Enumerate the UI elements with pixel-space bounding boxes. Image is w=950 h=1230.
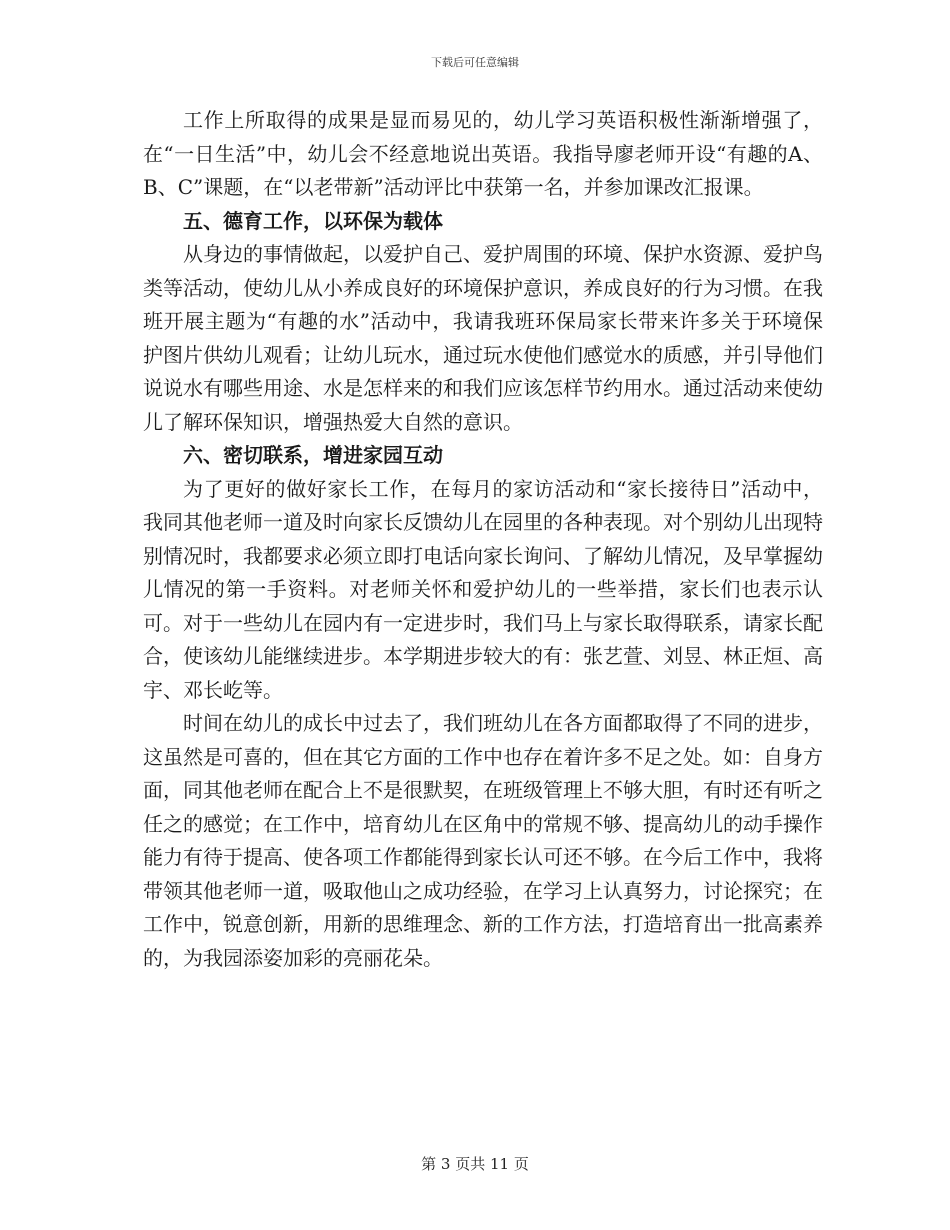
section-heading-home-school: 六、密切联系，增进家园互动 bbox=[183, 443, 443, 467]
header-note: 下载后可任意编辑 bbox=[431, 56, 519, 69]
paragraph-parents: 为了更好的做好家长工作，在每月的家访活动和“家长接待日”活动中，我同其他老师一道及时向家长反馈幼儿在园里的各种表现。对个别幼儿出现特别情况时，我都要求必须立即打电话向家长询问、了解幼儿情况，及早掌握幼儿情况的第一手资料。对老师关怀和爱护幼儿的一些举措，家长们也表示认可。对于一些幼儿在园内有一定进步时，我们马上与家长取得联系，请家长配合，使该幼儿能继续进步。本学期进步较大的有：张艺萱、刘昱、林正烜、高宇、邓长屹等。 bbox=[143, 476, 823, 702]
document-body bbox=[143, 104, 823, 975]
paragraph-achievements: 工作上所取得的成果是显而易见的，幼儿学习英语积极性渐渐增强了，在“一日生活”中，幼儿会不经意地说出英语。我指导廖老师开设“有趣的A、B、C”课题，在“以老带新”活动评比中获第一名，并参加课改汇报课。 bbox=[143, 108, 823, 199]
page-number: 第 3 页共 11 页 bbox=[421, 1155, 529, 1173]
section-heading-moral-education: 五、德育工作，以环保为载体 bbox=[183, 208, 443, 233]
paragraph-summary: 时间在幼儿的成长中过去了，我们班幼儿在各方面都取得了不同的进步，这虽然是可喜的，但在其它方面的工作中也存在着许多不足之处。如：自身方面，同其他老师在配合上不是很默契，在班级管理上不够大胆，有时还有听之任之的感觉；在工作中，培育幼儿在区角中的常规不够、提高幼儿的动手操作能力有待于提高、使各项工作都能得到家长认可还不够。在今后工作中，我将带领其他老师一道，吸取他山之成功经验，在学习上认真努力，讨论探究；在工作中，锐意创新，用新的思维理念、新的工作方法，打造培育出一批高素养的，为我园添姿加彩的亮丽花朵。 bbox=[143, 711, 823, 970]
paragraph-environment: 从身边的事情做起，以爱护自己、爱护周围的环境、保护水资源、爱护鸟类等活动，使幼儿从小养成良好的环境保护意识，养成良好的行为习惯。在我班开展主题为“有趣的水”活动中，我请我班环保局家长带来许多关于环境保护图片供幼儿观看；让幼儿玩水，通过玩水使他们感觉水的质感，并引导他们说说水有哪些用途、水是怎样来的和我们应该怎样节约用水。通过活动来使幼儿了解环保知识，增强热爱大自然的意识。 bbox=[143, 242, 823, 434]
